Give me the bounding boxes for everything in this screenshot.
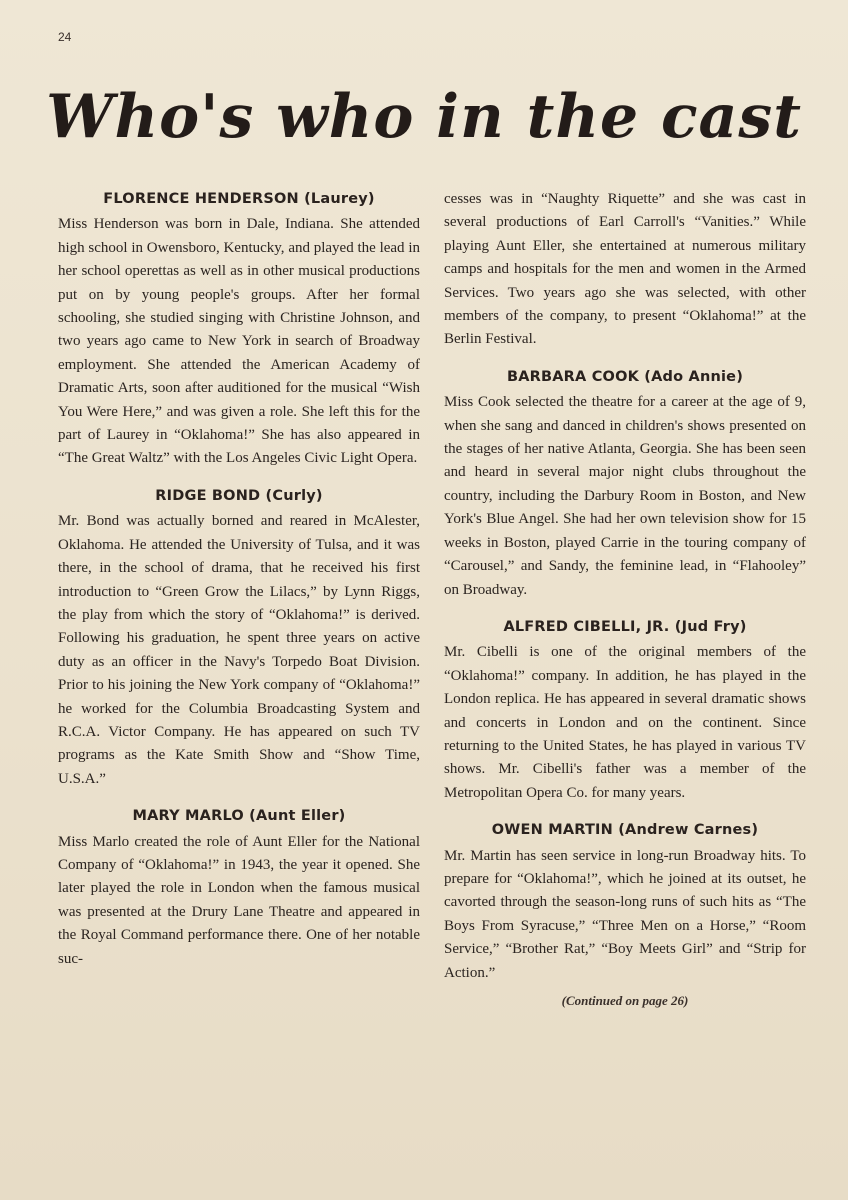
continued-bio: cesses was in “Naughty Riquette” and she was cast in several productions of Earl Carroll's “Vanities.” While playing Aunt Eller, she entertained at numerous military camps and hospitals for the men and women in the Armed Services. Two years ago she was selected, with other members of the company, to present “Oklahoma!” at the Berlin Festival. (444, 191, 806, 348)
cast-heading (58, 805, 420, 828)
cast-entry (58, 805, 420, 971)
cast-entry (444, 366, 806, 602)
cast-entry (444, 616, 806, 805)
cast-role: (Aunt Eller) (249, 808, 346, 825)
cast-entry (444, 819, 806, 1012)
cast-role: (Andrew Carnes) (618, 822, 759, 839)
continued-note: (Continued on page 26) (561, 993, 689, 1008)
cast-role: (Laurey) (304, 191, 375, 207)
page-number: 24 (58, 30, 72, 44)
right-column (444, 188, 806, 1026)
cast-bio-continuation (444, 188, 806, 352)
cast-heading (444, 366, 806, 389)
cast-role: (Curly) (265, 487, 323, 504)
cast-entry (58, 188, 420, 471)
cast-role: (Jud Fry) (674, 618, 747, 635)
cast-heading (444, 616, 806, 639)
cast-bio: Miss Marlo created the role of Aunt Eller for the National Company of “Oklahoma!” in 1943, the year it opened. She later played the role in London when the famous musical was presented at the Drury Lane Theatre and appeared in the Royal Command performance there. One of her notable suc- (58, 833, 420, 967)
cast-name: ALFRED CIBELLI, JR. (503, 618, 670, 635)
cast-bio: Mr. Bond was actually borned and reared in McAlester, Oklahoma. He attended the University of Tulsa, and it was there, in the school of drama, that he received his first introduction to “Green Grow the Lilacs,” by Lynn Riggs, the play from which the story of “Oklahoma!” is derived. Following his graduation, he spent three years on active duty as an officer in the Navy's Torpedo Boat Division. Prior to his joining the New York company of “Oklahoma!” he worked for the Columbia Broadcasting System and R.C.A. Victor Company. He has appeared on such TV programs as the Kate Smith Show and “Show Time, U.S.A.” (58, 513, 420, 787)
cast-bio: Miss Cook selected the theatre for a career at the age of 9, when she sang and danced in children's shows presented on the stages of her native Atlanta, Georgia. She has been seen and heard in several major night clubs throughout the country, including the Darbury Room in Boston, and New York's Blue Angel. She had her own television show for 15 weeks in Boston, played Carrie in the touring company of “Carousel,” and Sandy, the feminine lead, in “Flahooley” on Broadway. (444, 394, 806, 598)
cast-name: OWEN MARTIN (491, 822, 613, 839)
left-column (58, 188, 420, 985)
cast-heading (58, 188, 420, 211)
cast-name: FLORENCE HENDERSON (103, 191, 299, 207)
cast-heading (58, 485, 420, 508)
cast-entry (58, 485, 420, 791)
page-title: Who's who in the cast (46, 82, 802, 152)
cast-heading (444, 819, 806, 842)
cast-bio: Miss Henderson was born in Dale, Indiana. She attended high school in Owensboro, Kentucky, and played the lead in her school operettas as well as in other musical productions put on by young people's groups. After her formal schooling, she studied singing with Christine Johnson, and two years ago came to New York in search of Broadway employment. She attended the American Academy of Dramatic Arts, soon after auditioned for the musical “Wish You Were Here,” and was given a role. She left this for the part of Laurey in “Oklahoma!” She has also appeared in “The Great Waltz” with the Los Angeles Civic Light Opera. (58, 216, 420, 467)
cast-name: RIDGE BOND (155, 487, 261, 504)
cast-name: MARY MARLO (132, 808, 244, 825)
cast-bio: Mr. Martin has seen service in long-run Broadway hits. To prepare for “Oklahoma!”, which he joined at its outset, he cavorted through the season-long runs of such hits as “The Boys From Syracuse,” “Three Men on a Horse,” “Room Service,” “Brother Rat,” “Boy Meets Girl” and “Strip for Action.” (444, 847, 806, 981)
cast-name: BARBARA COOK (506, 368, 640, 385)
cast-role: (Ado Annie) (644, 368, 744, 385)
cast-bio: Mr. Cibelli is one of the original members of the “Oklahoma!” company. In addition, he has played in the London replica. He has appeared in several dramatic shows and concerts in London and on the continent. Since returning to the United States, he has played in various TV shows. Mr. Cibelli's father was a member of the Metropolitan Opera Co. for many years. (444, 644, 806, 801)
